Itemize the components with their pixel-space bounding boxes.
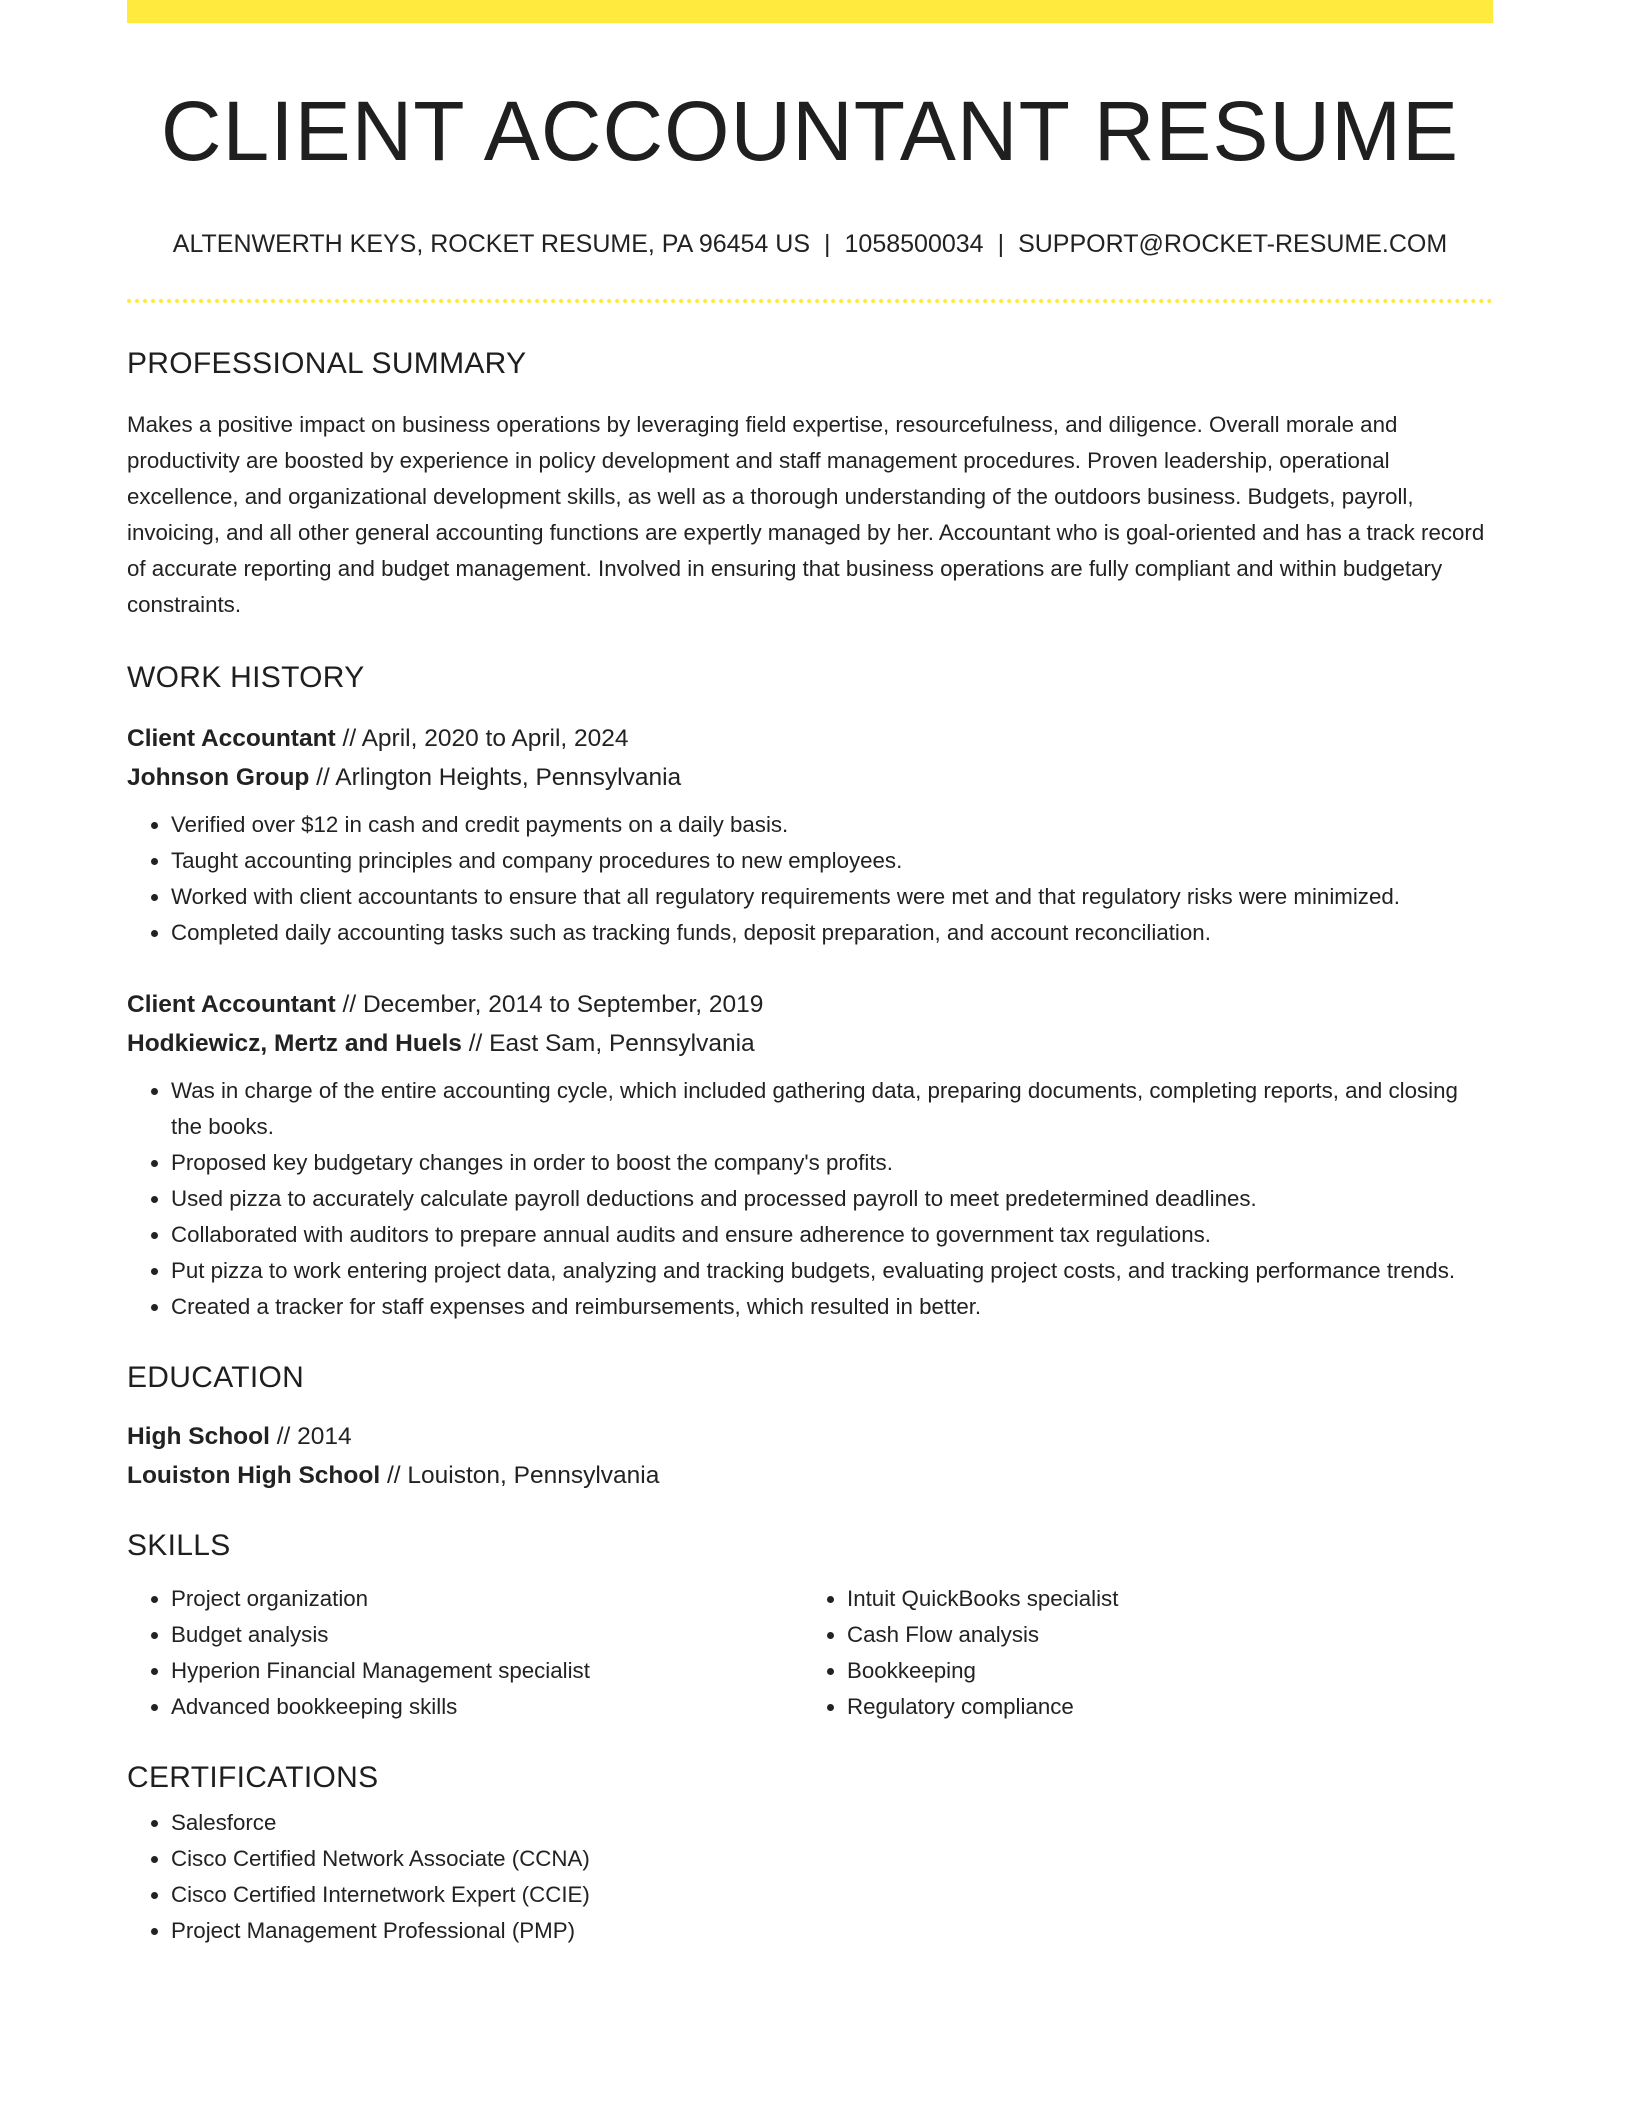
certifications-list [127,1805,1493,1949]
education-year: // 2014 [269,1423,352,1451]
job-location: // East Sam, Pennsylvania [461,1030,755,1058]
job-duty: • Verified over $12 in cash and credit payments on a daily basis. [171,807,1493,843]
certification-item: • Salesforce [171,1805,1493,1841]
certification-item: • Cisco Certified Internetwork Expert (CCIE) [171,1877,1493,1913]
summary-heading: PROFESSIONAL SUMMARY [127,347,527,381]
resume-title: CLIENT ACCOUNTANT RESUME [160,84,1460,178]
job-company-line [127,1024,1493,1063]
job-title-line [127,719,1493,758]
education-school: Louiston High School [127,1462,381,1490]
job-duties-list [127,807,1493,951]
job-company: Johnson Group [127,764,310,792]
education-school-line [127,1456,1493,1495]
skill-item: • Advanced bookkeeping skills [171,1689,799,1725]
job-location: // Arlington Heights, Pennsylvania [309,764,682,792]
job-entry [127,985,1493,1325]
job-duty: • Used pizza to accurately calculate payroll deductions and processed payroll to meet predetermined deadlines. [171,1181,1493,1217]
summary-text: Makes a positive impact on business operations by leveraging field expertise, resourcefulness, and diligence. Overall morale and productivity are boosted by experience in policy development and staff management procedures. Proven leadership, operational excellence, and organizational development skills, as well as a thorough understanding of the outdoors business. Budgets, payroll, invoicing, and all other general accounting functions are expertly managed by her. Accountant who is goal-oriented and has a track record of accurate reporting and budget management. Involved in ensuring that business operations are fully compliant and within budgetary constraints. [127,412,1485,618]
resume-page [127,0,1493,1949]
job-dates: // December, 2014 to September, 2019 [335,991,764,1019]
accent-bar [127,0,1493,23]
job-entry [127,719,1493,951]
dotted-divider [127,299,1493,303]
job-duty: • Proposed key budgetary changes in order to boost the company's profits. [171,1145,1493,1181]
job-title-line [127,985,1493,1024]
job-company-line [127,758,1493,797]
skills-grid [127,1581,1493,1725]
contact-phone: 1058500034 [844,230,984,259]
education-degree: High School [127,1423,270,1451]
job-duty: • Taught accounting principles and company procedures to new employees. [171,843,1493,879]
contact-separator: | [824,230,831,259]
skill-item: • Budget analysis [171,1617,799,1653]
job-duty: • Collaborated with auditors to prepare annual audits and ensure adherence to government tax regulations. [171,1217,1493,1253]
skill-item: • Project organization [171,1581,799,1617]
skill-item: • Intuit QuickBooks specialist [847,1581,1475,1617]
education-heading: EDUCATION [127,1361,305,1395]
job-duties-list [127,1073,1493,1325]
skill-item: • Cash Flow analysis [847,1617,1475,1653]
skills-list-left [127,1581,799,1725]
job-duty: • Was in charge of the entire accounting cycle, which included gathering data, preparing documents, completing reports, and closing the books. [171,1073,1493,1145]
contact-line [127,229,1493,259]
job-dates: // April, 2020 to April, 2024 [335,725,629,753]
certifications-heading: CERTIFICATIONS [127,1761,379,1795]
contact-separator: | [997,230,1005,259]
skills-heading: SKILLS [127,1529,231,1563]
job-company: Hodkiewicz, Mertz and Huels [127,1030,462,1058]
job-duty: • Created a tracker for staff expenses and reimbursements, which resulted in better. [171,1289,1493,1325]
education-entry [127,1417,1493,1495]
education-location: // Louiston, Pennsylvania [380,1462,660,1490]
skills-list-right [799,1581,1475,1725]
job-title: Client Accountant [127,991,336,1019]
job-title: Client Accountant [127,725,336,753]
job-duty: • Completed daily accounting tasks such as tracking funds, deposit preparation, and account reconciliation. [171,915,1493,951]
skill-item: • Bookkeeping [847,1653,1475,1689]
skill-item: • Regulatory compliance [847,1689,1475,1725]
job-duty: • Put pizza to work entering project data, analyzing and tracking budgets, evaluating project costs, and tracking performance trends. [171,1253,1493,1289]
certification-item: • Project Management Professional (PMP) [171,1913,1493,1949]
education-degree-line [127,1417,1493,1456]
job-duty: • Worked with client accountants to ensure that all regulatory requirements were met and that regulatory risks were minimized. [171,879,1493,915]
work-history-heading: WORK HISTORY [127,661,365,695]
skill-item: • Hyperion Financial Management specialist [171,1653,799,1689]
certification-item: • Cisco Certified Network Associate (CCNA) [171,1841,1493,1877]
contact-address: ALTENWERTH KEYS, ROCKET RESUME, PA 96454 US [172,230,811,259]
contact-email: SUPPORT@ROCKET-RESUME.COM [1018,230,1448,259]
